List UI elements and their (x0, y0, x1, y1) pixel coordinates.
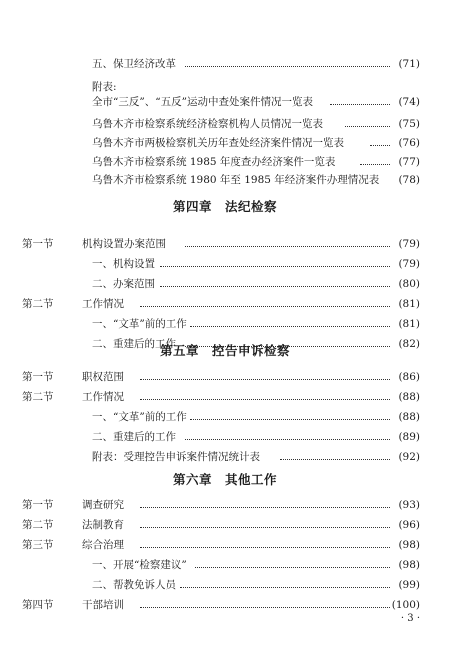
entry-page: (98) (398, 539, 420, 551)
toc-entry (0, 94, 450, 110)
entry-title: 职权范围 (82, 369, 127, 385)
leader-dots (345, 125, 390, 127)
page-number: · 3 · (400, 613, 420, 624)
toc-entry (0, 56, 450, 72)
entry-title: 乌鲁木齐市检察系统 1985 年度查办经济案件一览表 (92, 154, 338, 170)
entry-title: 法制教育 (82, 517, 127, 533)
entry-title: 五、保卫经济改革 (92, 56, 179, 72)
entry-page: (96) (398, 519, 420, 531)
toc-entry (0, 497, 450, 513)
section-number: 第一节 (22, 499, 54, 511)
leader-dots (190, 325, 390, 327)
entry-title: 一、“文革”前的工作 (92, 409, 190, 425)
entry-title: 二、帮教免诉人员 (92, 577, 179, 593)
toc-entry (0, 369, 450, 385)
leader-dots (140, 606, 390, 608)
entry-page: (74) (398, 96, 420, 108)
leader-dots (185, 438, 390, 440)
section-number: 第一节 (22, 371, 54, 383)
entry-title: 一、开展“检察建议” (92, 557, 190, 573)
leader-dots (140, 398, 390, 400)
entry-title: 工作情况 (82, 296, 127, 312)
entry-title: 二、重建后的工作 (92, 429, 179, 445)
entry-title: 一、机构设置 (92, 256, 158, 272)
toc-entry (0, 577, 450, 593)
toc-entry (0, 429, 450, 445)
entry-page: (99) (398, 579, 420, 591)
toc-entry (0, 449, 450, 465)
appendix-label: 附表: (92, 81, 117, 93)
leader-dots (195, 566, 390, 568)
section-number: 第三节 (22, 539, 54, 551)
entry-page: (82) (398, 338, 420, 350)
toc-entry (0, 316, 450, 332)
entry-title: 工作情况 (82, 389, 127, 405)
section-number: 第二节 (22, 391, 54, 403)
entry-title: 全市“三反”、“五反”运动中查处案件情况一览表 (92, 94, 316, 110)
toc-entry (0, 557, 450, 573)
toc-entry (0, 409, 450, 425)
entry-page: (75) (398, 118, 420, 130)
leader-dots (360, 163, 390, 165)
entry-title: 二、办案范围 (92, 276, 158, 292)
entry-title: 二、重建后的工作 (92, 336, 179, 352)
leader-dots (280, 458, 390, 460)
entry-title: 乌鲁木齐市检察系统 1980 年至 1985 年经济案件办理情况表 (92, 172, 382, 188)
entry-title: 调查研究 (82, 497, 127, 513)
entry-title: 附表：受理控告申诉案件情况统计表 (92, 449, 263, 465)
entry-title: 一、“文革”前的工作 (92, 316, 190, 332)
entry-page: (77) (398, 156, 420, 168)
leader-dots (185, 245, 390, 247)
entry-title: 综合治理 (82, 537, 127, 553)
leader-dots (180, 586, 390, 588)
entry-page: (93) (398, 499, 420, 511)
toc-entry (0, 172, 450, 188)
leader-dots (140, 526, 390, 528)
entry-page: (79) (398, 258, 420, 270)
leader-dots (140, 305, 390, 307)
toc-entry (0, 276, 450, 292)
entry-title: 干部培训 (82, 597, 127, 613)
section-number: 第二节 (22, 519, 54, 531)
leader-dots (190, 418, 390, 420)
entry-page: (78) (398, 174, 420, 186)
entry-page: (81) (398, 298, 420, 310)
chapter-heading: 第六章 其他工作 (172, 472, 277, 487)
leader-dots (160, 285, 390, 287)
leader-dots (140, 506, 390, 508)
toc-entry (0, 116, 450, 132)
entry-page: (71) (398, 58, 420, 70)
leader-dots (140, 546, 390, 548)
entry-title: 机构设置办案范围 (82, 236, 169, 252)
leader-dots (160, 265, 390, 267)
chapter-heading: 第五章 控告申诉检察 (159, 343, 290, 358)
toc-entry (0, 154, 450, 170)
entry-page: (80) (398, 278, 420, 290)
entry-page: (88) (398, 391, 420, 403)
entry-page: (81) (398, 318, 420, 330)
entry-page: (100) (391, 599, 420, 611)
entry-page: (88) (398, 411, 420, 423)
entry-page: (89) (398, 431, 420, 443)
toc-entry (0, 389, 450, 405)
entry-title: 乌鲁木齐市检察系统经济检察机构人员情况一览表 (92, 116, 326, 132)
toc-entry (0, 517, 450, 533)
toc-entry (0, 256, 450, 272)
section-number: 第四节 (22, 599, 54, 611)
entry-page: (86) (398, 371, 420, 383)
toc-entry (0, 296, 450, 312)
toc-entry (0, 597, 450, 613)
section-number: 第一节 (22, 238, 54, 250)
leader-dots (330, 103, 390, 105)
entry-page: (92) (398, 451, 420, 463)
chapter-heading: 第四章 法纪检察 (172, 199, 277, 214)
section-number: 第二节 (22, 298, 54, 310)
entry-page: (79) (398, 238, 420, 250)
toc-entry (0, 236, 450, 252)
toc-entry (0, 537, 450, 553)
entry-page: (98) (398, 559, 420, 571)
leader-dots (370, 144, 390, 146)
leader-dots (185, 65, 390, 67)
entry-title: 乌鲁木齐市两极检察机关历年查处经济案件情况一览表 (92, 135, 347, 151)
entry-page: (76) (398, 137, 420, 149)
leader-dots (140, 378, 390, 380)
toc-entry (0, 135, 450, 151)
